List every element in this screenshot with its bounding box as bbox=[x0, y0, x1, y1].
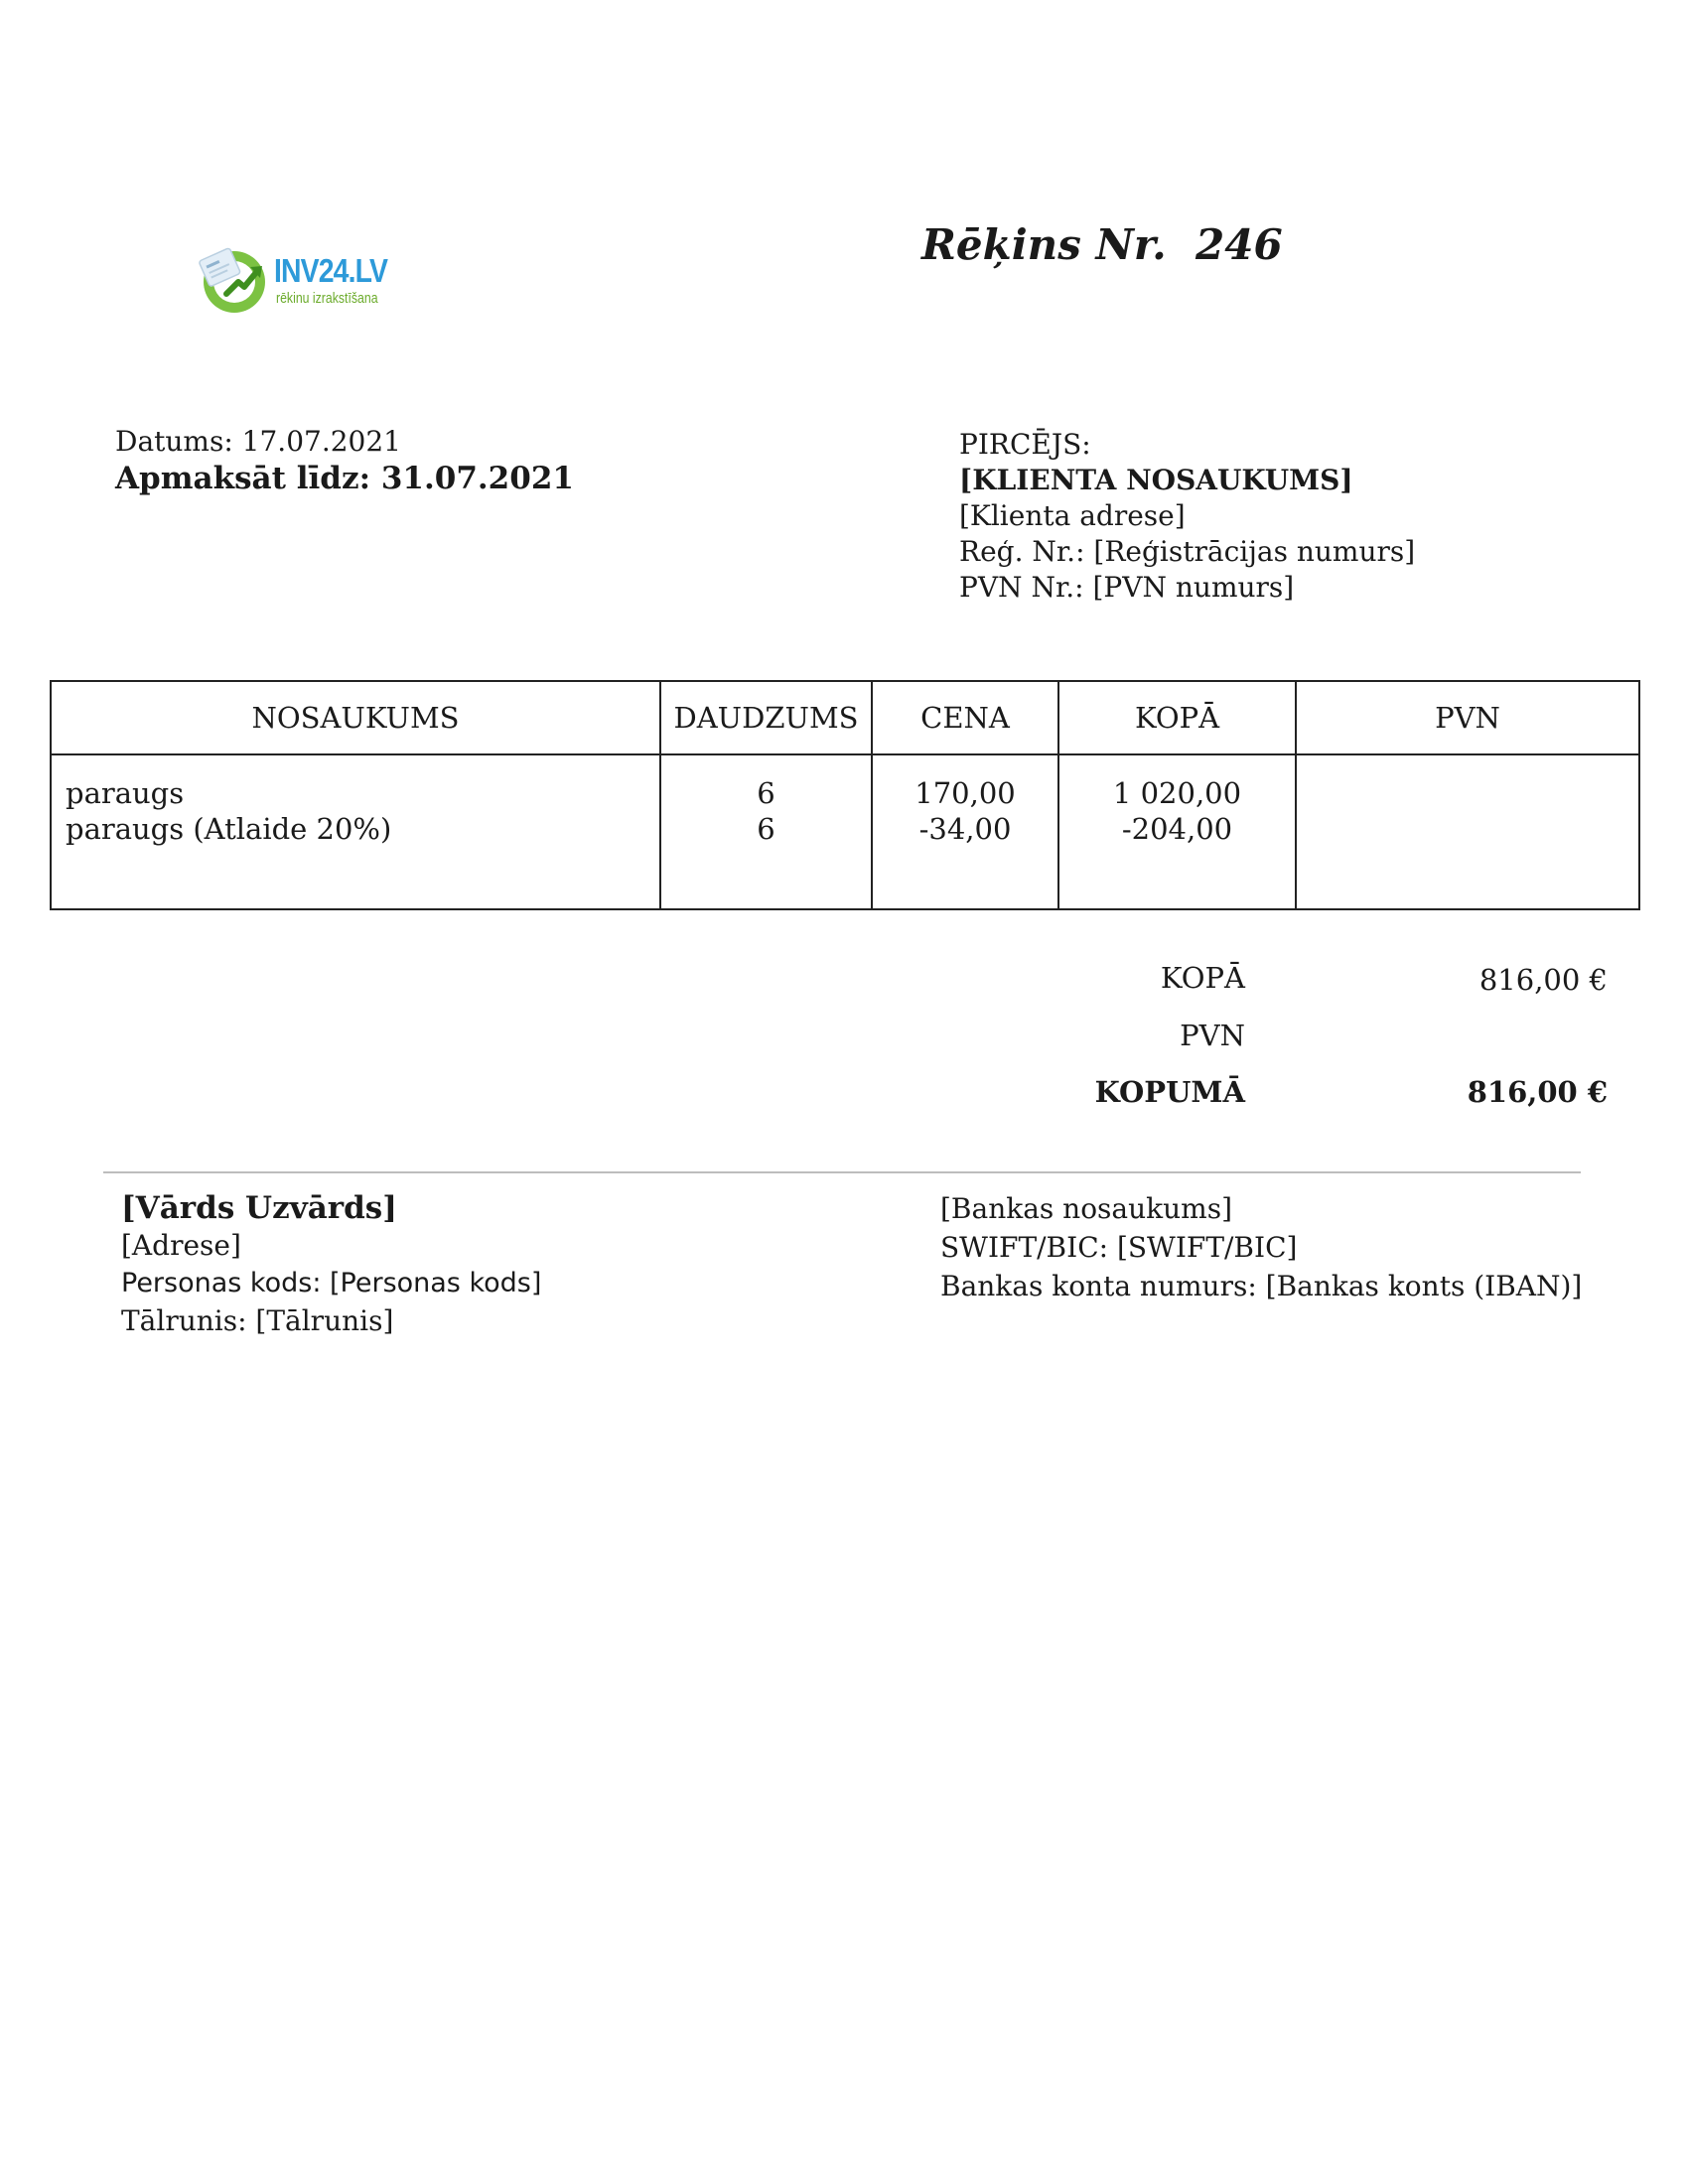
header-name: NOSAUKUMS bbox=[51, 681, 660, 754]
seller-personal-code: Personas kods: [Personas kods] bbox=[121, 1268, 542, 1298]
invoice-date: Datums: 17.07.2021 bbox=[115, 425, 401, 458]
row-2-qty: 6 bbox=[757, 812, 775, 846]
header-qty: DAUDZUMS bbox=[660, 681, 872, 754]
logo-tagline: rēkinu izrakstīšana bbox=[276, 290, 378, 307]
seller-phone: Tālrunis: [Tālrunis] bbox=[121, 1304, 394, 1337]
seller-address: [Adrese] bbox=[121, 1229, 241, 1262]
logo-brand-text: INV24.LV bbox=[274, 252, 388, 289]
bank-swift: SWIFT/BIC: [SWIFT/BIC] bbox=[940, 1231, 1298, 1264]
row-2-total: -204,00 bbox=[1121, 812, 1233, 846]
row-1-total: 1 020,00 bbox=[1112, 776, 1242, 810]
header-total: KOPĀ bbox=[1058, 681, 1296, 754]
cell-qty bbox=[660, 754, 872, 909]
buyer-heading: PIRCĒJS: bbox=[959, 428, 1091, 461]
grand-total-value: 816,00 € bbox=[1467, 1075, 1608, 1109]
vat-label: PVN bbox=[1180, 1019, 1245, 1052]
grand-total-label: KOPUMĀ bbox=[1094, 1075, 1245, 1109]
row-1-name: paraugs bbox=[66, 776, 185, 810]
seller-name: [Vārds Uzvārds] bbox=[121, 1190, 397, 1226]
bank-account: Bankas konta numurs: [Bankas konts (IBAN)] bbox=[940, 1270, 1583, 1302]
cell-price bbox=[872, 754, 1058, 909]
cell-name bbox=[51, 754, 660, 909]
header-vat: PVN bbox=[1296, 681, 1639, 754]
bank-name: [Bankas nosaukums] bbox=[940, 1192, 1232, 1225]
logo-emblem-icon bbox=[197, 242, 272, 316]
footer-divider bbox=[103, 1171, 1581, 1173]
row-2-name: paraugs (Atlaide 20%) bbox=[66, 812, 392, 846]
row-1-qty: 6 bbox=[757, 776, 775, 810]
subtotal-value: 816,00 € bbox=[1478, 963, 1608, 997]
header-price: CENA bbox=[872, 681, 1058, 754]
due-date: Apmaksāt līdz: 31.07.2021 bbox=[115, 461, 574, 496]
bank-block bbox=[940, 1189, 1582, 1305]
buyer-name: [KLIENTA NOSAUKUMS] bbox=[959, 464, 1353, 496]
cell-vat bbox=[1296, 754, 1639, 909]
buyer-vat-number: PVN Nr.: [PVN numurs] bbox=[959, 571, 1295, 604]
buyer-address: [Klienta adrese] bbox=[959, 499, 1186, 532]
table-header-row bbox=[51, 681, 1639, 754]
buyer-reg-number: Reģ. Nr.: [Reģistrācijas numurs] bbox=[959, 535, 1416, 568]
table-row bbox=[51, 754, 1639, 909]
seller-block bbox=[121, 1189, 541, 1340]
subtotal-label: KOPĀ bbox=[1160, 961, 1245, 995]
row-2-price: -34,00 bbox=[918, 812, 1012, 846]
invoice-title: Rēķins Nr. 246 bbox=[921, 220, 1283, 269]
company-logo bbox=[197, 242, 395, 316]
cell-total bbox=[1058, 754, 1296, 909]
items-table bbox=[50, 680, 1640, 910]
row-1-price: 170,00 bbox=[914, 776, 1016, 810]
buyer-block bbox=[959, 427, 1415, 606]
